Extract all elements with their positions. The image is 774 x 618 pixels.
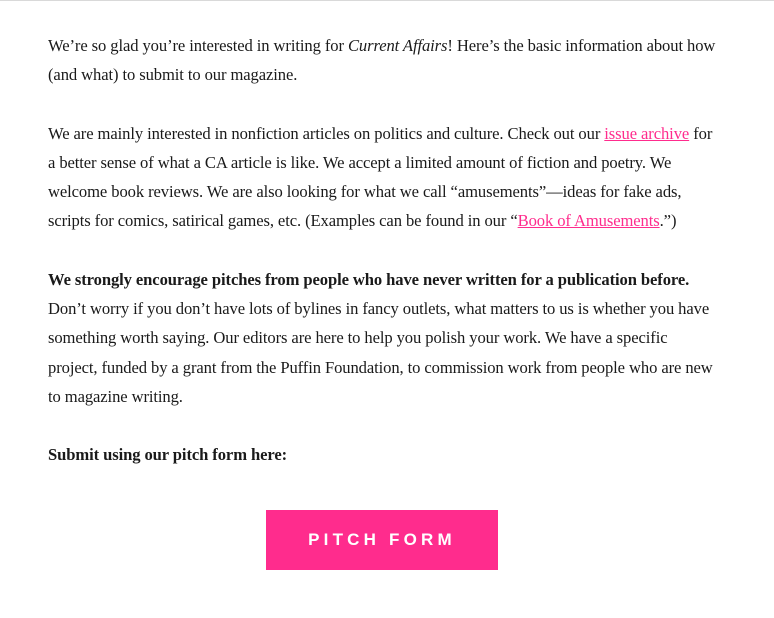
interests-paragraph: [48, 119, 720, 236]
intro-text-end: ! Here’s the basic information about how (and what) to submit to our magazine.: [48, 36, 716, 85]
interests-text-middle: for a better sense of what a CA article is like. We accept a limited amount of fiction and poetry. We welcome book reviews. We are also looking for what we call “amusements”—ideas for fake ads, scripts for comics, satirical games, etc. (Examples can be found in our “: [48, 123, 713, 231]
submit-heading-paragraph: [48, 440, 720, 469]
magazine-name: Current Affairs: [347, 36, 448, 55]
interests-text: We are mainly interested in nonfiction articles on politics and culture. Check out our: [48, 123, 605, 143]
article-body: [48, 31, 720, 499]
book-of-amusements-link[interactable]: Book of Amusements: [517, 211, 660, 231]
encourage-bold: We strongly encourage pitches from people who have never written for a publication before.: [48, 270, 690, 289]
encourage-paragraph: [48, 265, 720, 411]
intro-text: We’re so glad you’re interested in writing for: [48, 36, 348, 55]
pitch-form-button[interactable]: PITCH FORM: [266, 510, 498, 570]
encourage-text: Don’t worry if you don’t have lots of bylines in fancy outlets, what matters to us is whether you have something worth saying. Our editors are here to help you polish your work. We have a specific project, funded by a grant from the Puffin Foundation, to commission work from people who are new to magazine writing.: [48, 299, 713, 406]
pitch-form-button-wrapper: [266, 510, 498, 570]
submit-heading: Submit using our pitch form here:: [48, 445, 288, 465]
intro-paragraph: [48, 31, 720, 89]
top-divider: [0, 0, 774, 1]
interests-text-end: .”): [659, 211, 677, 231]
issue-archive-link[interactable]: issue archive: [604, 123, 690, 143]
